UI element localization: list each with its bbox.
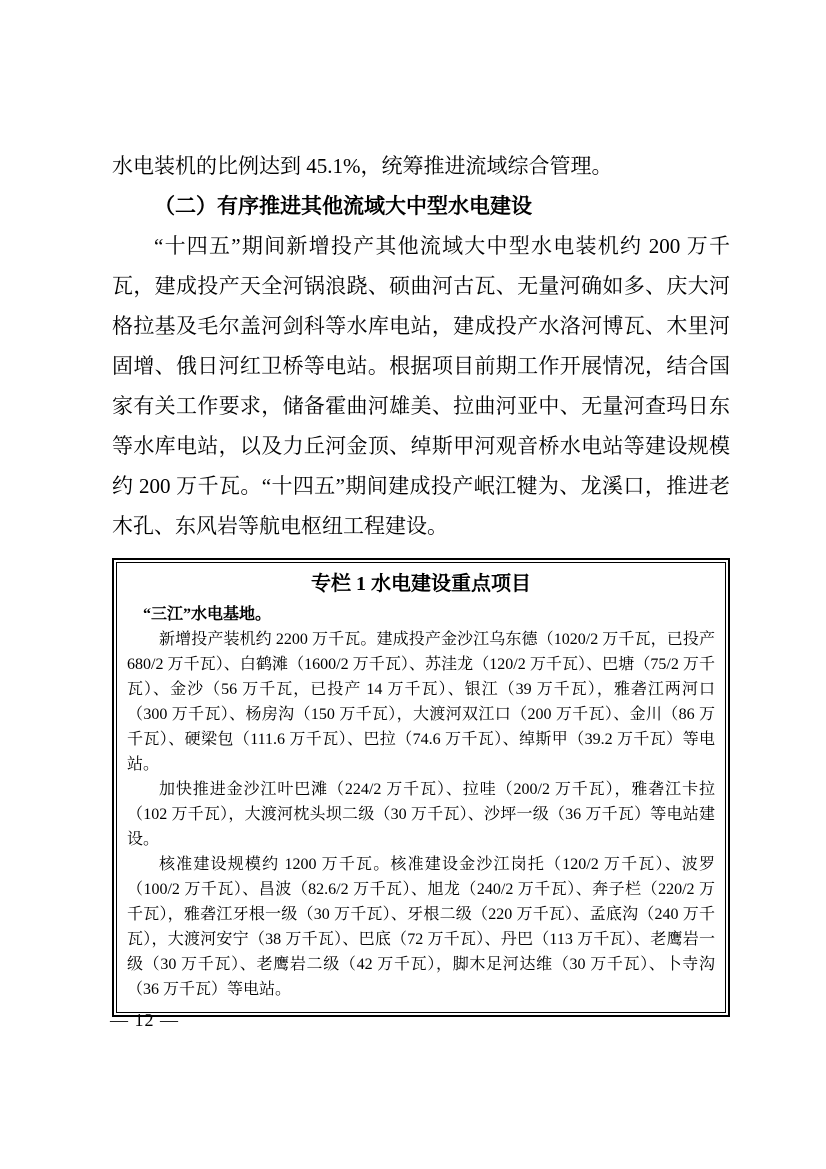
highlight-box xyxy=(112,558,730,1017)
box-title: 专栏 1 水电建设重点项目 xyxy=(311,573,531,595)
highlight-box-inner xyxy=(116,562,726,1013)
box-paragraph-approved: 核准建设规模约 1200 万千瓦。核准建设金沙江岗托（120/2 万千瓦）、波罗（100/2 万千瓦）、昌波（82.6/2 万千瓦）、旭龙（240/2 万千瓦）、奔子栏（220/2 万千瓦），雅砻江牙根一级（30 万千瓦）、牙根二级（220 万千瓦）、孟底沟（240 万千瓦），大渡河安宁（38 万千瓦）、巴底（72 万千瓦）、丹巴（113 万千瓦）、老鹰岩一级（30 万千瓦）、老鹰岩二级（42 万千瓦），脚木足河达维（30 万千瓦）、卜寺沟（36 万千瓦）等电站。 xyxy=(127,856,715,998)
box-paragraph-accelerate: 加快推进金沙江叶巴滩（224/2 万千瓦）、拉哇（200/2 万千瓦），雅砻江卡拉（102 万千瓦），大渡河枕头坝二级（30 万千瓦）、沙坪一级（36 万千瓦）等电站建设。 xyxy=(127,781,715,848)
box-paragraph-new-capacity: 新增投产装机约 2200 万千瓦。建成投产金沙江乌东德（1020/2 万千瓦，已投产 680/2 万千瓦）、白鹤滩（1600/2 万千瓦）、苏洼龙（120/2 万千瓦）、巴塘（75/2 万千瓦）、金沙（56 万千瓦，已投产 14 万千瓦）、银江（39 万千瓦），雅砻江两河口（300 万千瓦）、杨房沟（150 万千瓦），大渡河双江口（200 万千瓦）、金川（86 万千瓦）、硬梁包（111.6 万千瓦）、巴拉（74.6 万千瓦）、绰斯甲（39.2 万千瓦）等电站。 xyxy=(127,631,715,773)
page-number: — 12 — xyxy=(110,1010,179,1030)
body-text xyxy=(112,146,730,546)
page-content xyxy=(112,146,730,1017)
box-subheading: “三江”水电基地。 xyxy=(143,606,272,623)
main-paragraph: “十四五”期间新增投产其他流域大中型水电装机约 200 万千瓦，建成投产天全河锅浪跷、硕曲河古瓦、无量河确如多、庆大河格拉基及毛尔盖河剑科等水库电站，建成投产水洛河博瓦、木里河固增、俄日河红卫桥等电站。根据项目前期工作开展情况，结合国家有关工作要求，储备霍曲河雄美、拉曲河亚中、无量河查玛日东等水库电站，以及力丘河金顶、绰斯甲河观音桥水电站等建设规模约 200 万千瓦。“十四五”期间建成投产岷江犍为、龙溪口，推进老木孔、东风岩等航电枢纽工程建设。 xyxy=(112,234,730,538)
section-heading: （二）有序推进其他流域大中型水电建设 xyxy=(154,194,532,218)
continuation-paragraph: 水电装机的比例达到 45.1%，统筹推进流域综合管理。 xyxy=(112,154,613,178)
